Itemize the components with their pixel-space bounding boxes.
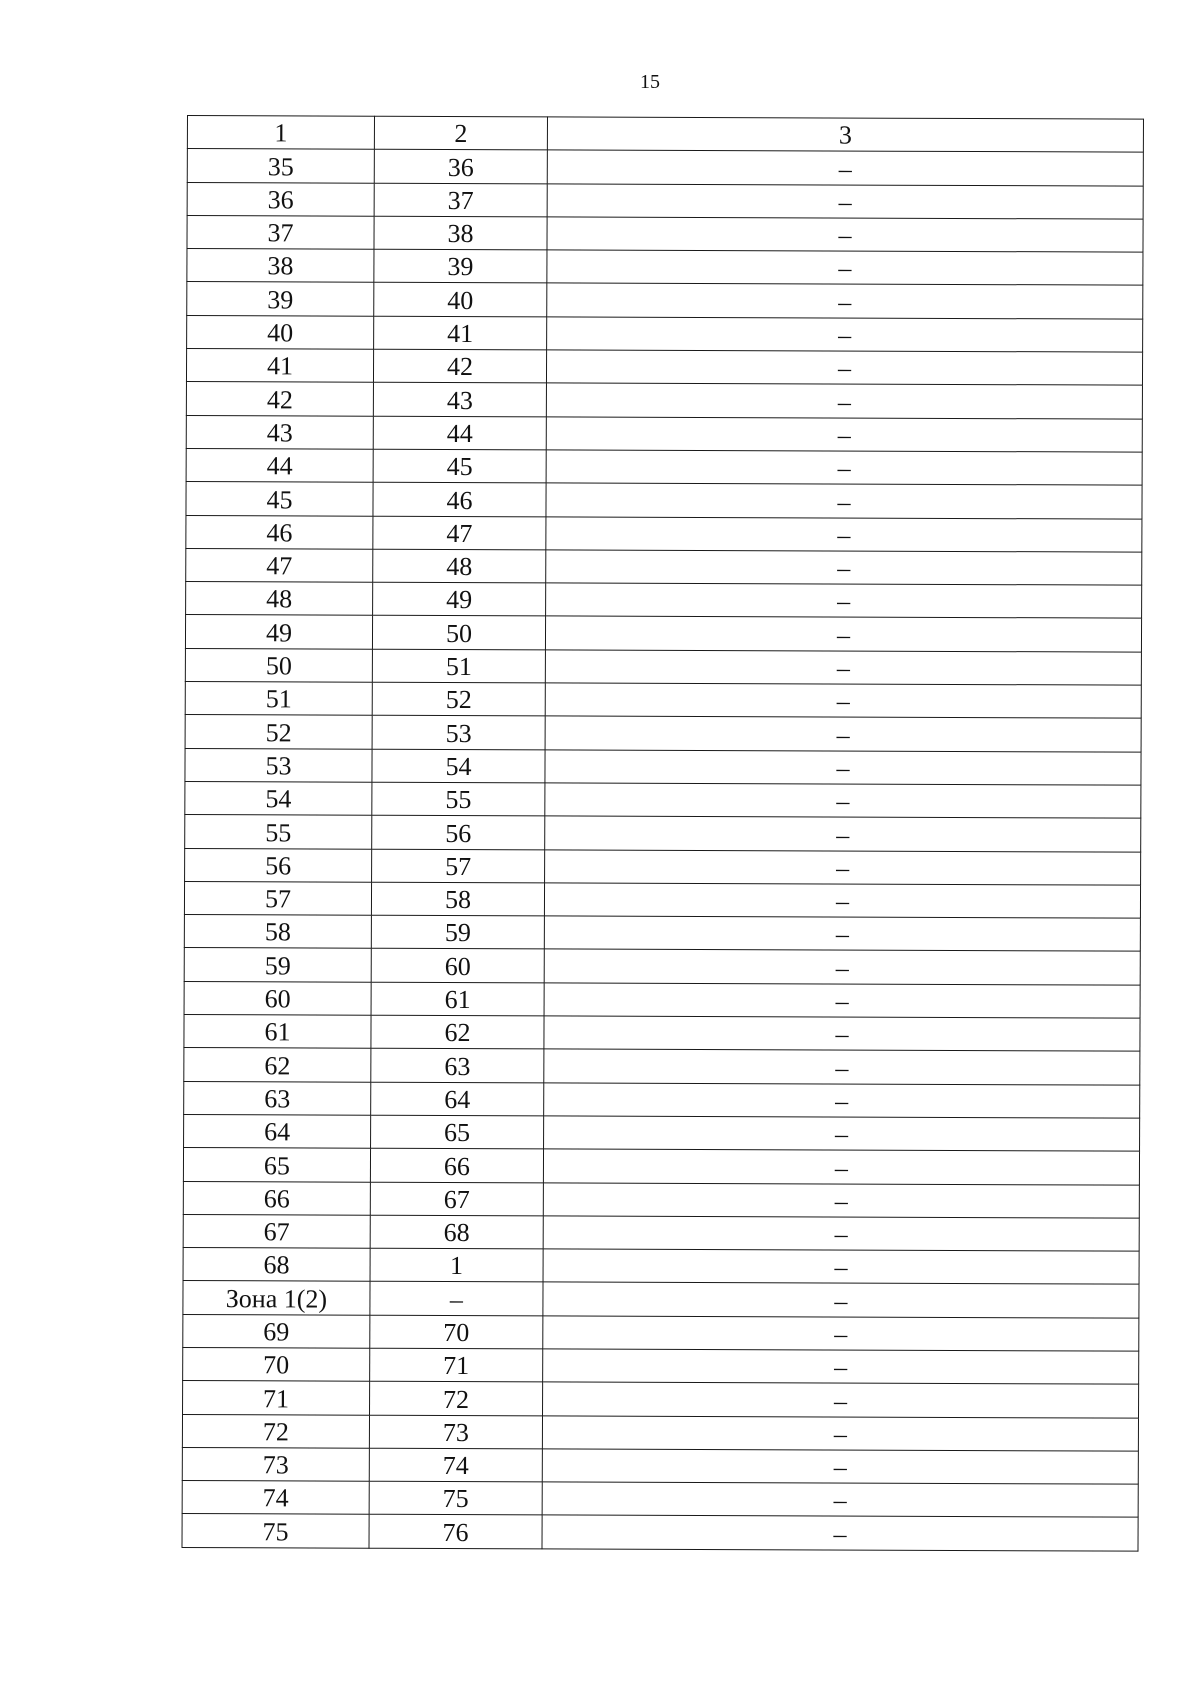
table-cell-col3: – bbox=[547, 150, 1143, 186]
table-cell-col2: 51 bbox=[372, 649, 545, 683]
table-cell-col1: 48 bbox=[186, 582, 373, 616]
table-cell-col1: 73 bbox=[182, 1447, 369, 1481]
table-cell-col2: 75 bbox=[369, 1481, 542, 1515]
table-row bbox=[182, 1447, 1138, 1484]
table-cell-col2: 54 bbox=[372, 749, 545, 783]
table-cell-col2: 49 bbox=[373, 582, 546, 616]
table-row bbox=[185, 781, 1141, 818]
table-cell-col3: – bbox=[542, 1449, 1138, 1485]
table-cell-col2: 53 bbox=[372, 716, 545, 750]
page-number: 15 bbox=[640, 71, 660, 93]
table-cell-col1: 51 bbox=[185, 682, 372, 716]
table-row bbox=[183, 1148, 1139, 1185]
table-row bbox=[185, 848, 1141, 885]
table-row bbox=[183, 1347, 1139, 1384]
table-cell-col3: – bbox=[546, 483, 1142, 519]
table-cell-col2: 40 bbox=[374, 283, 547, 317]
table-cell-col2: 57 bbox=[372, 849, 545, 883]
table-cell-col1: 68 bbox=[183, 1248, 370, 1282]
table-row bbox=[185, 682, 1141, 719]
table-cell-col1: 69 bbox=[183, 1314, 370, 1348]
table-cell-col3: – bbox=[543, 1182, 1139, 1218]
table-cell-col3: – bbox=[544, 983, 1140, 1019]
table-cell-col1: 53 bbox=[185, 748, 372, 782]
table-row bbox=[184, 881, 1140, 918]
table-row bbox=[186, 382, 1142, 419]
table-row bbox=[182, 1481, 1138, 1518]
table-cell-col3: – bbox=[547, 250, 1143, 286]
table-cell-col1: 64 bbox=[184, 1114, 371, 1148]
table-row bbox=[186, 548, 1142, 585]
table-cell-col3: – bbox=[545, 750, 1141, 786]
table-cell-col3: – bbox=[543, 1249, 1139, 1285]
table-cell-col1: 46 bbox=[186, 515, 373, 549]
table-cell-col1: 55 bbox=[185, 815, 372, 849]
table-cell-col1: 40 bbox=[187, 315, 374, 349]
table-cell-col2: 45 bbox=[373, 449, 546, 483]
table-row bbox=[187, 315, 1143, 352]
table-cell-col3: – bbox=[546, 350, 1142, 386]
table-cell-col1: 56 bbox=[185, 848, 372, 882]
table-header-row bbox=[187, 116, 1143, 153]
table-cell-col3: – bbox=[545, 783, 1141, 819]
table-cell-col2: 74 bbox=[369, 1448, 542, 1482]
table-row bbox=[187, 249, 1143, 286]
table-cell-col3: – bbox=[547, 183, 1143, 219]
table-row bbox=[186, 415, 1142, 452]
table-cell-col2: 64 bbox=[371, 1082, 544, 1116]
table-cell-col1: 41 bbox=[186, 349, 373, 383]
table-row bbox=[184, 1015, 1140, 1052]
table-cell-col3: – bbox=[546, 516, 1142, 552]
table-row bbox=[184, 1081, 1140, 1118]
table-cell-col2: 60 bbox=[371, 949, 544, 983]
table-cell-col2: 58 bbox=[371, 882, 544, 916]
table-cell-col3: – bbox=[543, 1316, 1139, 1352]
table-cell-col2: 41 bbox=[374, 316, 547, 350]
table-cell-col3: – bbox=[545, 816, 1141, 852]
table-cell-col2: 73 bbox=[369, 1415, 542, 1449]
table-cell-col1: 70 bbox=[183, 1347, 370, 1381]
table-cell-col3: – bbox=[546, 450, 1142, 486]
table-body bbox=[182, 116, 1143, 1551]
table-cell-col2: 1 bbox=[370, 1248, 543, 1282]
table-cell-col2: 68 bbox=[370, 1215, 543, 1249]
table-cell-col2: 67 bbox=[370, 1182, 543, 1216]
table-cell-col1: 44 bbox=[186, 448, 373, 482]
table-cell-col3: – bbox=[545, 683, 1141, 719]
header-cell-3: 3 bbox=[547, 117, 1143, 153]
table-row bbox=[184, 981, 1140, 1018]
table-cell-col1: 54 bbox=[185, 781, 372, 815]
table-cell-col3: – bbox=[547, 283, 1143, 319]
table-cell-col3: – bbox=[543, 1282, 1139, 1318]
table-cell-col1: 52 bbox=[185, 715, 372, 749]
table-cell-col2: 59 bbox=[371, 915, 544, 949]
table-cell-col3: – bbox=[544, 883, 1140, 919]
table-row bbox=[186, 482, 1142, 519]
table-cell-col3: – bbox=[543, 1149, 1139, 1185]
table-cell-col2: – bbox=[370, 1282, 543, 1316]
table-cell-col1: 63 bbox=[184, 1081, 371, 1115]
table-row bbox=[187, 149, 1143, 186]
header-cell-2: 2 bbox=[374, 116, 547, 150]
data-table bbox=[181, 115, 1143, 1551]
table-cell-col2: 44 bbox=[373, 416, 546, 450]
table-cell-col2: 65 bbox=[371, 1115, 544, 1149]
table-row bbox=[183, 1314, 1139, 1351]
table-cell-col2: 61 bbox=[371, 982, 544, 1016]
table-cell-col3: – bbox=[544, 1082, 1140, 1118]
table-cell-col2: 56 bbox=[372, 815, 545, 849]
table-cell-col1: 39 bbox=[187, 282, 374, 316]
table-cell-col2: 37 bbox=[374, 183, 547, 217]
table-cell-col1: 61 bbox=[184, 1015, 371, 1049]
table-cell-col3: – bbox=[546, 583, 1142, 619]
table-cell-col3: – bbox=[542, 1482, 1138, 1518]
table-row bbox=[183, 1214, 1139, 1251]
table-cell-col1: 50 bbox=[185, 648, 372, 682]
table-cell-col2: 50 bbox=[372, 616, 545, 650]
table-cell-col1: 59 bbox=[184, 948, 371, 982]
table-row bbox=[183, 1181, 1139, 1218]
table-row bbox=[183, 1248, 1139, 1285]
table-cell-col1: 37 bbox=[187, 215, 374, 249]
table-cell-col1: Зона 1(2) bbox=[183, 1281, 370, 1315]
table-row bbox=[182, 1514, 1138, 1551]
table-cell-col3: – bbox=[542, 1515, 1138, 1551]
header-cell-1: 1 bbox=[187, 116, 374, 150]
table-row bbox=[183, 1381, 1139, 1418]
table-cell-col1: 72 bbox=[182, 1414, 369, 1448]
table-row bbox=[185, 748, 1141, 785]
table-cell-col3: – bbox=[544, 1116, 1140, 1152]
table-cell-col1: 42 bbox=[186, 382, 373, 416]
table-cell-col3: – bbox=[544, 1049, 1140, 1085]
table-cell-col1: 49 bbox=[185, 615, 372, 649]
table-cell-col3: – bbox=[545, 849, 1141, 885]
table-cell-col3: – bbox=[542, 1415, 1138, 1451]
table-cell-col2: 66 bbox=[370, 1148, 543, 1182]
table-cell-col1: 62 bbox=[184, 1048, 371, 1082]
table-row bbox=[187, 215, 1143, 252]
table-cell-col2: 55 bbox=[372, 782, 545, 816]
table-cell-col1: 58 bbox=[184, 915, 371, 949]
table-cell-col3: – bbox=[544, 916, 1140, 952]
table-cell-col3: – bbox=[546, 383, 1142, 419]
table-cell-col2: 42 bbox=[373, 349, 546, 383]
table-cell-col3: – bbox=[543, 1349, 1139, 1385]
table-cell-col2: 43 bbox=[373, 383, 546, 417]
table-cell-col2: 70 bbox=[370, 1315, 543, 1349]
table-cell-col2: 48 bbox=[373, 549, 546, 583]
table-cell-col3: – bbox=[546, 550, 1142, 586]
table-cell-col2: 76 bbox=[369, 1515, 542, 1549]
table-cell-col1: 75 bbox=[182, 1514, 369, 1548]
table-cell-col1: 35 bbox=[187, 149, 374, 183]
table-cell-col1: 43 bbox=[186, 415, 373, 449]
table-cell-col1: 38 bbox=[187, 249, 374, 283]
table-cell-col3: – bbox=[545, 616, 1141, 652]
table-cell-col3: – bbox=[543, 1216, 1139, 1252]
table-cell-col2: 71 bbox=[370, 1348, 543, 1382]
table-cell-col1: 71 bbox=[183, 1381, 370, 1415]
table-cell-col3: – bbox=[547, 217, 1143, 253]
table-cell-col1: 60 bbox=[184, 981, 371, 1015]
table-cell-col3: – bbox=[547, 317, 1143, 353]
table-row bbox=[184, 1114, 1140, 1151]
table-cell-col2: 52 bbox=[372, 682, 545, 716]
table-row bbox=[184, 1048, 1140, 1085]
table-row bbox=[187, 182, 1143, 219]
table-cell-col2: 63 bbox=[371, 1049, 544, 1083]
table-row bbox=[185, 615, 1141, 652]
table-cell-col1: 36 bbox=[187, 182, 374, 216]
table-row bbox=[186, 515, 1142, 552]
table-cell-col2: 62 bbox=[371, 1015, 544, 1049]
table-cell-col2: 47 bbox=[373, 516, 546, 550]
table-row bbox=[187, 282, 1143, 319]
table-row bbox=[186, 582, 1142, 619]
table-cell-col1: 74 bbox=[182, 1481, 369, 1515]
table-cell-col3: – bbox=[545, 716, 1141, 752]
table-cell-col3: – bbox=[546, 417, 1142, 453]
table-row bbox=[185, 715, 1141, 752]
table-row bbox=[186, 349, 1142, 386]
table-row bbox=[182, 1414, 1138, 1451]
table-cell-col1: 57 bbox=[184, 881, 371, 915]
table-row bbox=[185, 815, 1141, 852]
table-cell-col2: 72 bbox=[370, 1381, 543, 1415]
table-row bbox=[184, 948, 1140, 985]
table-cell-col1: 65 bbox=[183, 1148, 370, 1182]
table-cell-col2: 46 bbox=[373, 482, 546, 516]
table-cell-col1: 66 bbox=[183, 1181, 370, 1215]
table-cell-col2: 38 bbox=[374, 216, 547, 250]
table-cell-col3: – bbox=[543, 1382, 1139, 1418]
table-row bbox=[183, 1281, 1139, 1318]
table-cell-col1: 67 bbox=[183, 1214, 370, 1248]
table-cell-col1: 45 bbox=[186, 482, 373, 516]
table-cell-col2: 39 bbox=[374, 249, 547, 283]
table-row bbox=[186, 448, 1142, 485]
table-cell-col3: – bbox=[545, 650, 1141, 686]
table-cell-col2: 36 bbox=[374, 150, 547, 184]
table-row bbox=[185, 648, 1141, 685]
table-cell-col1: 47 bbox=[186, 548, 373, 582]
table-cell-col3: – bbox=[544, 1016, 1140, 1052]
table-cell-col3: – bbox=[544, 949, 1140, 985]
table-row bbox=[184, 915, 1140, 952]
